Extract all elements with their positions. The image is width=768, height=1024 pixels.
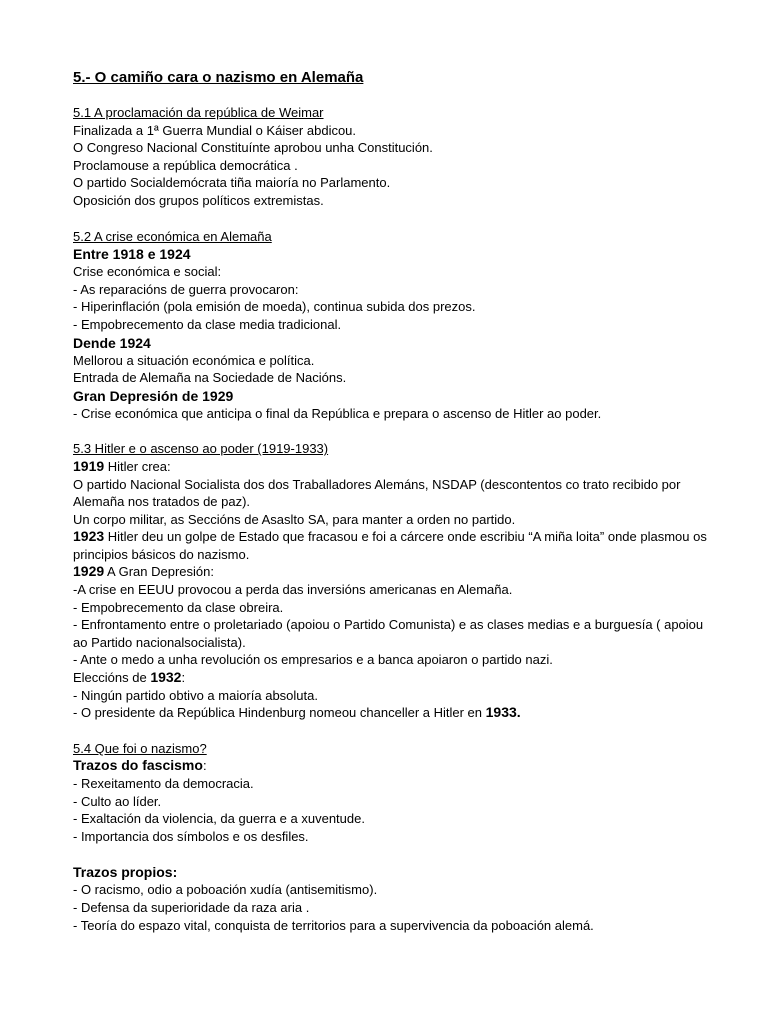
year-1929-line bbox=[73, 563, 713, 581]
year-1919-text: Hitler crea: bbox=[104, 458, 171, 474]
fascism-colon: : bbox=[202, 758, 207, 774]
elections-line bbox=[73, 669, 713, 687]
s2-line: Mellorou a situación económica e política. bbox=[73, 352, 315, 368]
elections-prefix: Eleccións de bbox=[73, 670, 151, 686]
elections-suffix: : bbox=[181, 670, 186, 686]
spacer bbox=[73, 845, 713, 863]
own-trait: - Defensa da superioridade da raza aria . bbox=[73, 899, 310, 915]
document-page bbox=[73, 66, 713, 934]
s1-line: Oposición dos grupos políticos extremistas. bbox=[73, 192, 324, 208]
fascism-title: Trazos do fascismo bbox=[73, 757, 203, 774]
s1-line: Finalizada a 1ª Guerra Mundial o Káiser abdicou. bbox=[73, 122, 357, 138]
s3-line: - Ningún partido obtivo a maioría absoluta. bbox=[73, 687, 318, 703]
fascism-trait: - Rexeitamento da democracia. bbox=[73, 776, 254, 791]
own-trait: - Teoría do espazo vital, conquista de territorios para a supervivencia da poboación alemá. bbox=[73, 917, 594, 933]
s3-line: - Empobrecemento da clase obreira. bbox=[73, 599, 284, 615]
subheading-1918-1924: Entre 1918 e 1924 bbox=[73, 246, 191, 263]
hindenburg-line bbox=[73, 704, 713, 722]
s2-line: - Hiperinflación (pola emisión de moeda), continua subida dos prezos. bbox=[73, 299, 476, 315]
subheading-1924: Dende 1924 bbox=[73, 334, 151, 351]
year-1932: 1932 bbox=[150, 669, 182, 686]
sa-paragraph: Un corpo militar, as Seccións de Asaslto SA, para manter a orden no partido. bbox=[73, 511, 516, 527]
year-1919: 1919 bbox=[73, 457, 105, 474]
year-1933: 1933. bbox=[485, 704, 521, 721]
nsdap-paragraph: O partido Nacional Socialista dos dos Traballadores Alemáns, NSDAP (descontentos co trato recibido por Alemaña nos tratados de paz). bbox=[73, 476, 681, 510]
subheading-1929: Gran Depresión de 1929 bbox=[73, 387, 234, 404]
s3-line: - Enfrontamento entre o proletariado (apoiou o Partido Comunista) e as clases medias e a burguesía ( apoiou ao Partido nacionalsocialista). bbox=[73, 617, 704, 650]
fascism-trait: - Exaltación da violencia, da guerra e a xuventude. bbox=[73, 811, 365, 827]
spacer bbox=[73, 422, 713, 440]
s3-line: - Ante o medo a unha revolución os empresarios e a banca apoiaron o partido nazi. bbox=[73, 652, 553, 668]
year-1923: 1923 bbox=[73, 528, 105, 545]
document-title: 5.- O camiño cara o nazismo en Alemaña bbox=[73, 69, 364, 86]
fascism-title-line bbox=[73, 757, 713, 775]
year-1923-text: Hitler deu un golpe de Estado que fracasou e foi a cárcere onde escribiu “A miña loita” onde plasmou os principios básicos do nazismo. bbox=[73, 529, 707, 562]
s3-line: -A crise en EEUU provocou a perda das inversións americanas en Alemaña. bbox=[73, 582, 513, 598]
s2-line: - Empobrecemento da clase media tradicional. bbox=[73, 316, 342, 332]
section-5-2-heading: 5.2 A crise económica en Alemaña bbox=[73, 228, 272, 244]
s1-line: O Congreso Nacional Constituínte aprobou unha Constitución. bbox=[73, 140, 433, 156]
year-1923-line bbox=[73, 528, 713, 563]
section-5-4-heading: 5.4 Que foi o nazismo? bbox=[73, 740, 207, 756]
s2-line: Entrada de Alemaña na Sociedade de Nacións. bbox=[73, 370, 347, 386]
own-trait: - O racismo, odio a poboación xudía (antisemitismo). bbox=[73, 882, 378, 898]
s1-line: Proclamouse a república democrática . bbox=[73, 157, 298, 173]
section-5-1-heading: 5.1 A proclamación da república de Weimar bbox=[73, 105, 324, 120]
spacer bbox=[73, 210, 713, 228]
hindenburg-text: - O presidente da República Hindenburg nomeou chanceller a Hitler en bbox=[73, 705, 486, 721]
s2-line: - As reparacións de guerra provocaron: bbox=[73, 281, 299, 297]
year-1929: 1929 bbox=[73, 563, 105, 580]
year-1929-text: A Gran Depresión: bbox=[104, 564, 214, 580]
s1-line: O partido Socialdemócrata tiña maioría no Parlamento. bbox=[73, 175, 391, 191]
section-5-3-heading: 5.3 Hitler e o ascenso ao poder (1919-1933) bbox=[73, 441, 329, 457]
s2-line: Crise económica e social: bbox=[73, 264, 222, 280]
year-1919-line bbox=[73, 458, 713, 476]
fascism-trait: - Culto ao líder. bbox=[73, 793, 162, 809]
s2-line: - Crise económica que anticipa o final da República e prepara o ascenso de Hitler ao poder. bbox=[73, 405, 602, 421]
own-traits-title: Trazos propios: bbox=[73, 864, 178, 881]
fascism-trait: - Importancia dos símbolos e os desfiles. bbox=[73, 828, 309, 844]
spacer bbox=[73, 722, 713, 740]
